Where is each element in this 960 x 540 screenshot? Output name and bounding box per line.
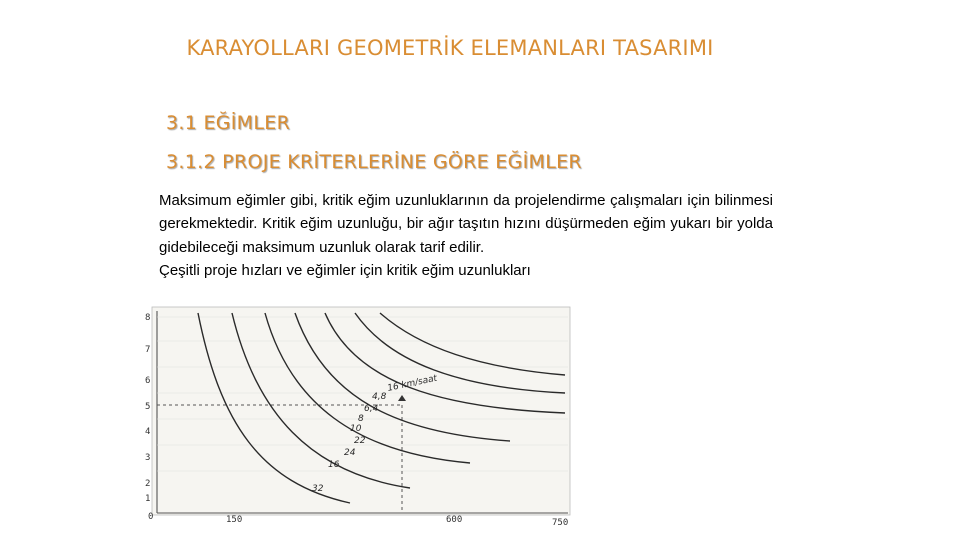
curve-label: 10	[350, 424, 362, 434]
critical-grade-length-chart	[140, 303, 580, 528]
curve-label: 16	[328, 460, 340, 470]
plot-area	[152, 307, 570, 515]
y-tick-label: 6	[145, 376, 151, 386]
y-tick-label: 0	[148, 512, 154, 522]
x-tick-label: 150	[226, 515, 243, 525]
curve-label: 4,8	[372, 392, 387, 402]
curve-label: 24	[344, 448, 356, 458]
y-tick-label: 2	[145, 479, 151, 489]
curve-label: 16 km/saat	[386, 373, 439, 394]
body-text	[159, 189, 773, 283]
y-tick-label: 5	[145, 402, 151, 412]
y-tick-label: 1	[145, 494, 151, 504]
subsection-heading: 3.1.2 PROJE KRİTERLERİNE GÖRE EĞİMLER	[166, 151, 582, 173]
figure-caption: Çeşitli proje hızları ve eğimler için kritik eğim uzunlukları	[159, 262, 531, 280]
curve-label: 32	[312, 484, 324, 494]
x-tick-label: 600	[446, 515, 463, 525]
curve-label: 8	[358, 414, 364, 424]
paragraph: Maksimum eğimler gibi, kritik eğim uzunluklarının da projelendirme çalışmaları için bilinmesi gerekmektedir. Kritik eğim uzunluğu, bir ağır taşıtın hızını düşürmeden eğim yukarı bir yolda gidebileceği maksimum uzunluk olarak tarif edilir.	[159, 192, 773, 256]
y-tick-label: 3	[145, 453, 151, 463]
curve-label: 6,4	[364, 404, 379, 414]
slide-title: KARAYOLLARI GEOMETRİK ELEMANLARI TASARIMI	[186, 36, 714, 60]
curve-label: 22	[354, 436, 366, 446]
section-heading: 3.1 EĞİMLER	[166, 112, 291, 134]
x-tick-label: 750	[552, 518, 569, 528]
y-tick-label: 7	[145, 345, 151, 355]
y-tick-label: 4	[145, 427, 151, 437]
y-tick-label: 8	[145, 313, 151, 323]
